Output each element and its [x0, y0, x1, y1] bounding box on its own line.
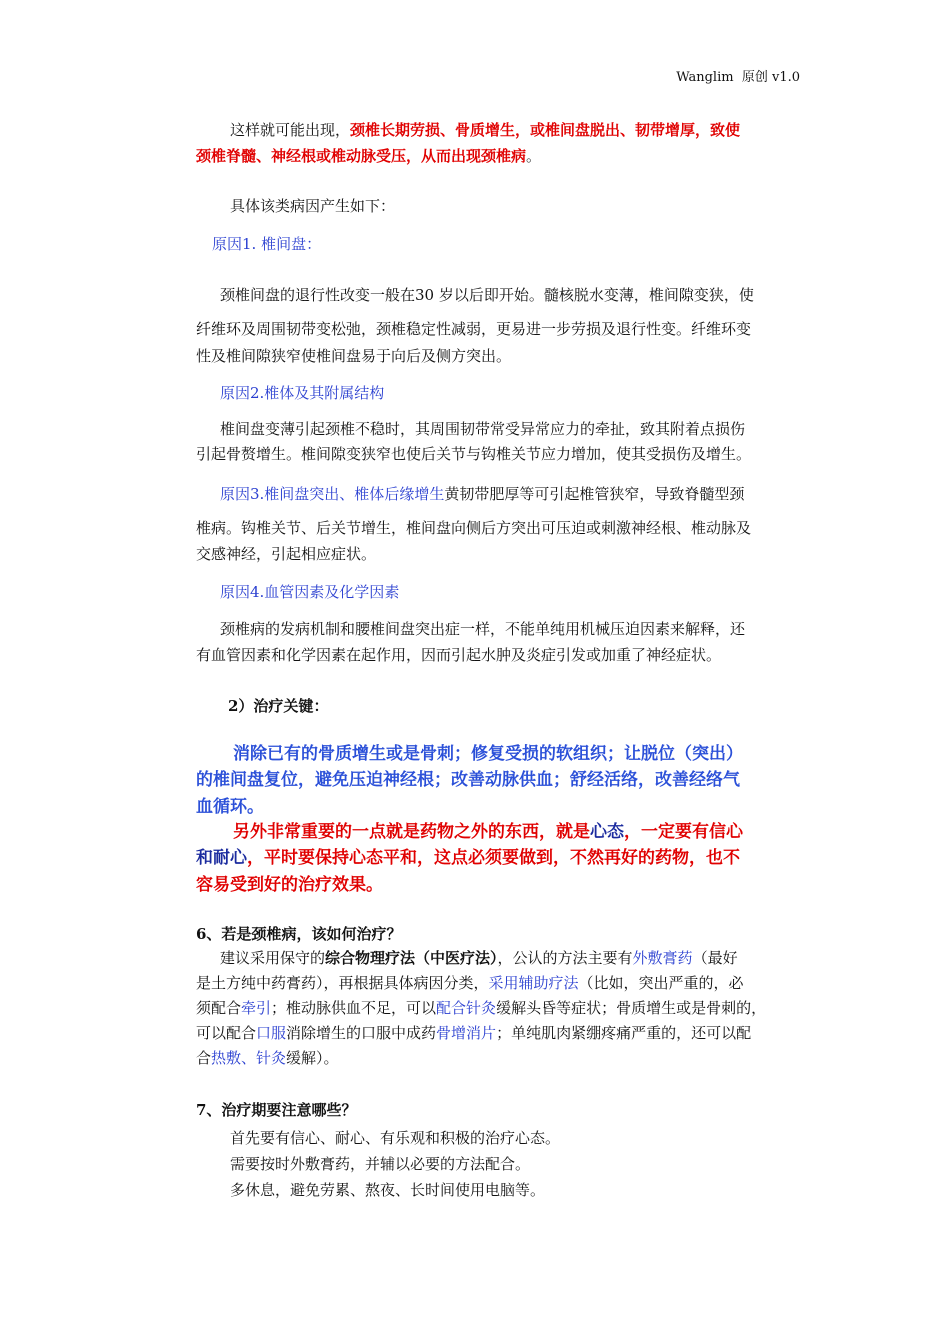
q6-line-4: 可以配合口服消除增生的口服中成药骨增消片；单纯肌肉紧绷疼痛严重的，还可以配	[196, 1024, 752, 1042]
q6-line-2: 是土方纯中药膏药），再根据具体病因分类，采用辅助疗法（比如，突出严重的，必	[196, 974, 744, 992]
treatment-red-line-3: 容易受到好的治疗效果。	[196, 875, 383, 895]
intro-paragraph-2: 具体该类病因产生如下：	[230, 197, 396, 215]
cause1-line-3: 性及椎间隙狭窄使椎间盘易于向后及侧方突出。	[196, 347, 512, 365]
header-version: 原创 v1.0	[741, 70, 800, 85]
cause3-line-2: 椎病。钩椎关节、后关节增生，椎间盘向侧后方突出可压迫或刺激神经根、椎动脉及	[196, 519, 752, 537]
page-header	[676, 70, 800, 86]
intro-highlight-b: 颈椎脊髓、神经根或椎动脉受压，从而出现颈椎病	[196, 147, 527, 165]
q7-line-3: 多休息，避免劳累、熬夜、长时间使用电脑等。	[230, 1181, 546, 1199]
mindset-highlight: 心态	[590, 822, 624, 842]
cause4-line-1: 颈椎病的发病机制和腰椎间盘突出症一样，不能单纯用机械压迫因素来解释，还	[220, 620, 746, 638]
intro-line-1: 这样就可能出现，颈椎长期劳损、骨质增生，或椎间盘脱出、韧带增厚，致使	[230, 121, 741, 139]
patience-highlight: 和耐心	[196, 848, 247, 868]
treatment-key-heading: 2）治疗关键：	[228, 697, 329, 715]
q6-line-5: 合热敷、针灸缓解）。	[196, 1049, 339, 1067]
cause1-line-1: 颈椎间盘的退行性改变一般在30 岁以后即开始。髓核脱水变薄，椎间隙变狭，使	[220, 286, 754, 304]
cause1-line-2: 纤维环及周围韧带变松弛，颈椎稳定性减弱，更易进一步劳损及退行性变。纤维环变	[196, 320, 752, 338]
q7-line-1: 首先要有信心、耐心、有乐观和积极的治疗心态。	[230, 1129, 561, 1147]
q6-line-1: 建议采用保守的综合物理疗法（中医疗法），公认的方法主要有外敷膏药（最好	[220, 949, 738, 967]
header-author: Wanglim	[676, 70, 734, 85]
cause2-title: 原因2.椎体及其附属结构	[220, 384, 385, 402]
cause3-title: 原因3.椎间盘突出、椎体后缘增生	[220, 485, 445, 503]
cause3-line-1: 原因3.椎间盘突出、椎体后缘增生黄韧带肥厚等可引起椎管狭窄，导致脊髓型颈	[220, 485, 745, 503]
cause2-line-2: 引起骨赘增生。椎间隙变狭窄也使后关节与钩椎关节应力增加，使其受损伤及增生。	[196, 445, 752, 463]
q7-line-2: 需要按时外敷膏药，并辅以必要的方法配合。	[230, 1155, 531, 1173]
cause4-line-2: 有血管因素和化学因素在起作用，因而引起水肿及炎症引发或加重了神经症状。	[196, 646, 722, 664]
cause3-line-3: 交感神经，引起相应症状。	[196, 545, 377, 563]
intro-line-2: 颈椎脊髓、神经根或椎动脉受压，从而出现颈椎病。	[196, 147, 542, 165]
treatment-blue-line-3: 血循环。	[196, 797, 264, 817]
q6-line-3: 须配合牵引；椎动脉供血不足，可以配合针灸缓解头昏等症状；骨质增生或是骨刺的，	[196, 999, 767, 1017]
treatment-red-line-1: 另外非常重要的一点就是药物之外的东西，就是心态，一定要有信心	[233, 822, 743, 842]
treatment-red-line-2: 和耐心，平时要保持心态平和，这点必须要做到，不然再好的药物，也不	[196, 848, 740, 868]
cause1-title: 原因1. 椎间盘：	[212, 235, 322, 253]
q6-heading: 6、若是颈椎病，该如何治疗？	[196, 925, 402, 943]
treatment-blue-line-2: 的椎间盘复位，避免压迫神经根；改善动脉供血；舒经活络，改善经络气	[196, 770, 740, 790]
q7-heading: 7、治疗期要注意哪些？	[196, 1101, 357, 1119]
treatment-blue-line-1: 消除已有的骨质增生或是骨刺；修复受损的软组织；让脱位（突出）	[233, 744, 743, 764]
cause2-line-1: 椎间盘变薄引起颈椎不稳时，其周围韧带常受异常应力的牵扯，致其附着点损伤	[220, 420, 746, 438]
cause4-title: 原因4.血管因素及化学因素	[220, 583, 400, 601]
intro-highlight-a: 颈椎长期劳损、骨质增生，或椎间盘脱出、韧带增厚，致使	[350, 121, 741, 139]
